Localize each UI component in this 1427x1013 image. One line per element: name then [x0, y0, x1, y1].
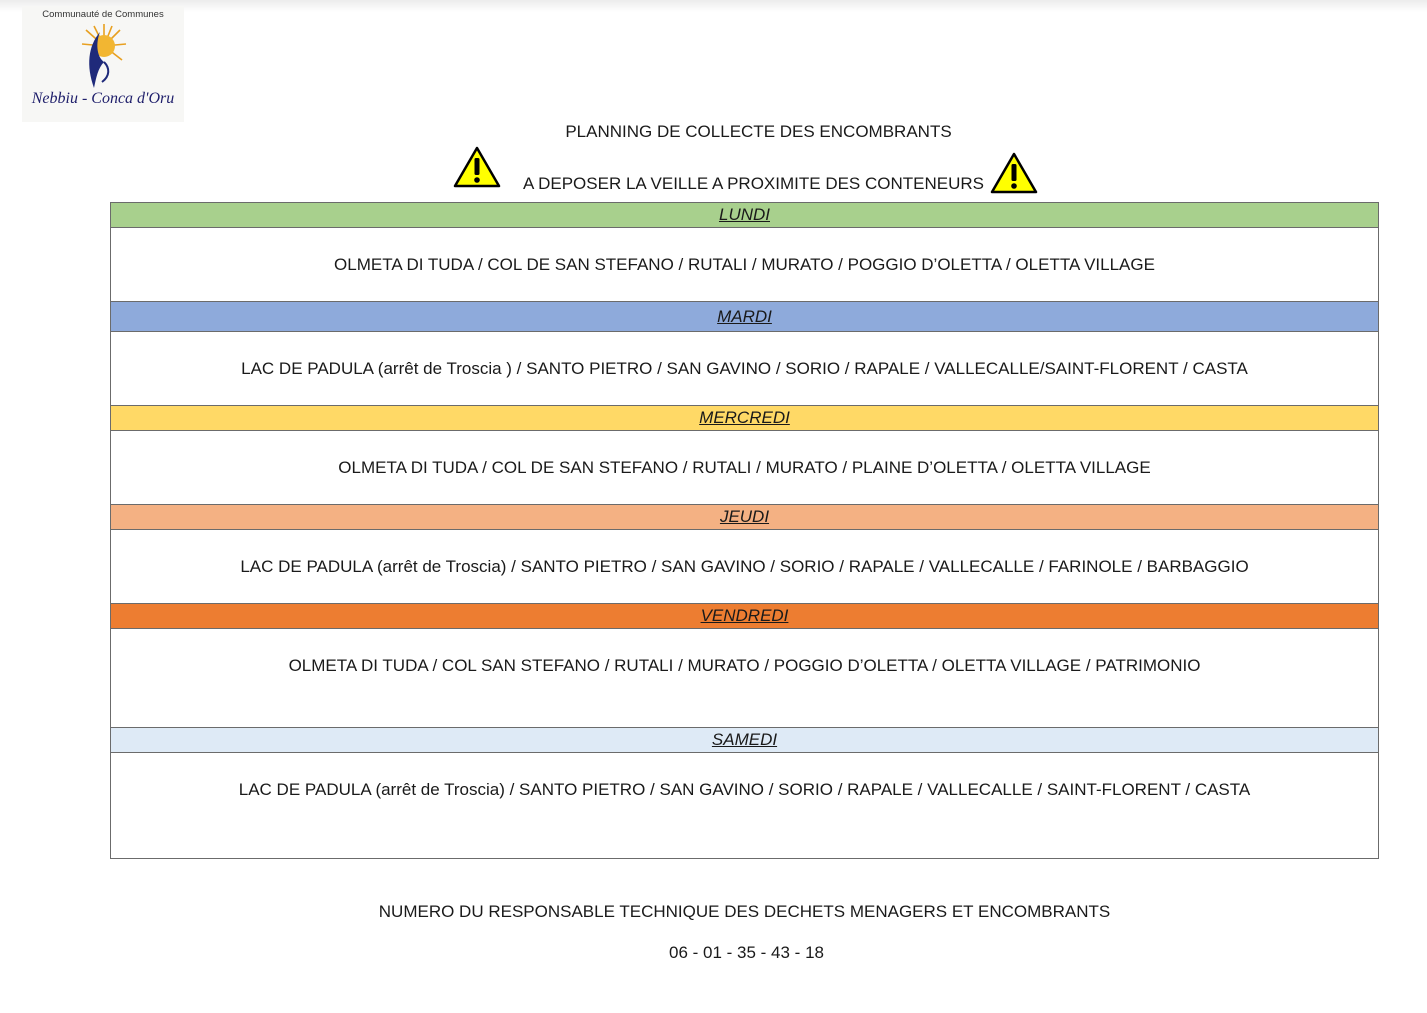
- logo-name-text: Nebbiu - Conca d'Oru: [31, 90, 175, 107]
- day-locations-jeudi: LAC DE PADULA (arrêt de Troscia) / SANTO PIETRO / SAN GAVINO / SORIO / RAPALE / VALLECALLE / FARINOLE / BARBAGGIO: [111, 530, 1378, 604]
- day-locations-mercredi: OLMETA DI TUDA / COL DE SAN STEFANO / RUTALI / MURATO / PLAINE D’OLETTA / OLETTA VILLAGE: [111, 431, 1378, 505]
- day-header-mercredi: MERCREDI: [111, 406, 1378, 431]
- day-header-samedi: SAMEDI: [111, 728, 1378, 753]
- day-locations-samedi: LAC DE PADULA (arrêt de Troscia) / SANTO PIETRO / SAN GAVINO / SORIO / RAPALE / VALLECALLE / SAINT-FLORENT / CASTA: [111, 753, 1378, 859]
- day-locations-lundi: OLMETA DI TUDA / COL DE SAN STEFANO / RUTALI / MURATO / POGGIO D’OLETTA / OLETTA VILLAGE: [111, 228, 1378, 302]
- technical-contact-label: NUMERO DU RESPONSABLE TECHNIQUE DES DECHETS MENAGERS ET ENCOMBRANTS: [378, 902, 1111, 921]
- page-title: PLANNING DE COLLECTE DES ENCOMBRANTS: [565, 122, 952, 141]
- logo-organization-text: Communauté de Communes: [42, 9, 164, 20]
- day-locations-mardi: LAC DE PADULA (arrêt de Troscia ) / SANTO PIETRO / SAN GAVINO / SORIO / RAPALE / VALLECALLE/SAINT-FLORENT / CASTA: [111, 332, 1378, 406]
- organization-logo: [22, 6, 184, 122]
- day-header-mardi: MARDI: [111, 302, 1378, 332]
- day-header-vendredi: VENDREDI: [111, 604, 1378, 629]
- sun-emblem-icon: [74, 22, 134, 92]
- page-subtitle: A DEPOSER LA VEILLE A PROXIMITE DES CONTENEURS: [522, 174, 985, 193]
- page-top-shadow: [0, 0, 1427, 12]
- day-header-jeudi: JEUDI: [111, 505, 1378, 530]
- day-header-lundi: LUNDI: [111, 203, 1378, 228]
- technical-contact-phone: 06 - 01 - 35 - 43 - 18: [669, 943, 824, 962]
- collection-schedule-table: [110, 202, 1379, 859]
- warning-triangle-icon: [990, 152, 1038, 194]
- day-locations-vendredi: OLMETA DI TUDA / COL SAN STEFANO / RUTALI / MURATO / POGGIO D’OLETTA / OLETTA VILLAGE / PATRIMONIO: [111, 629, 1378, 728]
